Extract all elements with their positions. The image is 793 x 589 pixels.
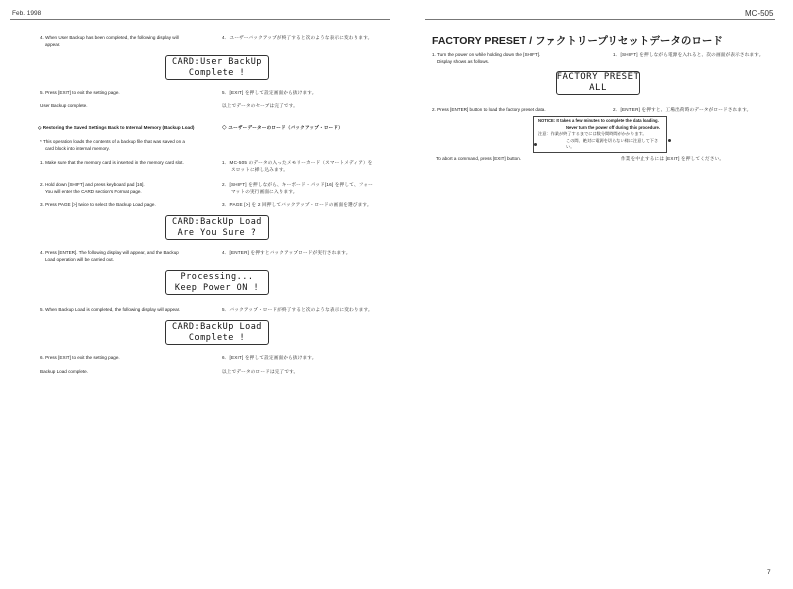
header-rule-right — [425, 19, 775, 20]
step-press-enter-jp: 4．[ENTER] を押すとバックアップロードが実行されます。 — [222, 250, 351, 255]
backup-load-complete-text-jp: 以上でデータのロードは完了です。 — [222, 369, 299, 374]
step-load-factory-preset: 2. Press [ENTER] button to load the factory preset data. — [432, 107, 546, 112]
step-user-backup-complete: 4. When User Backup has been completed, the following display will appear. — [40, 35, 179, 48]
lcd-display-processing: Processing... Keep Power ON ! — [165, 270, 269, 295]
step-exit-setting-jp: 5．[EXIT] を押して設定画面から抜けます。 — [222, 90, 317, 95]
user-backup-complete-text-jp: 以上でデータのセーブは完了です。 — [222, 103, 298, 108]
step-press-enter: 4. Press [ENTER]. The following display will appear, and the Backup Load operation will be carried out. — [40, 250, 179, 263]
user-backup-complete-text: User Backup complete. — [40, 103, 88, 108]
bullet-dot — [668, 139, 671, 142]
step-power-on-shift-jp: 1．[SHIFT] を押しながら電源を入れると、次の画面が表示されます。 — [613, 52, 764, 57]
notice-box: NOTICE: It takes a few minutes to complete the data loading. Never turn the power off during this procedure. 注意：作業が終了するまでには数分間時間がかかります。 この間、絶対に電源を切らない様に注意して下さい。 — [533, 116, 667, 153]
backup-load-note: * This operation loads the contents of a backup file that was saved on a card block into internal memory. — [40, 139, 185, 152]
step-backup-load-completed-jp: 5．バックアップ・ロードが終了すると次のような表示に変わります。 — [222, 307, 373, 312]
step-backup-load-completed: 5. When Backup Load is completed, the following display will appear. — [40, 307, 181, 312]
section-heading-backup-load-jp: ◇ ユーザーデーターのロード（バックアップ・ロード） — [222, 125, 344, 130]
header-rule-left — [10, 19, 390, 20]
lcd-display-factory-preset: FACTORY PRESET ALL — [556, 72, 640, 93]
lcd-display-backup-load-complete: CARD:BackUp Load Complete ! — [165, 320, 269, 345]
abort-instruction-jp: 作業を中止するには [EXIT] を押してください。 — [621, 156, 725, 161]
step-load-factory-preset-jp: 2．[ENTER] を押すと、工場出荷時のデータがロードされます。 — [613, 107, 752, 112]
section-heading-backup-load: ◇ Restoring the Saved Settings Back to Internal Memory (Backup Load) — [38, 125, 195, 130]
backup-load-complete-text: Backup Load complete. — [40, 369, 89, 374]
step-shift-pad16: 2. Hold down [SHIFT] and press keyboard pad [16]. You will enter the CARD section's Format page. — [40, 182, 145, 195]
step-user-backup-complete-jp: 4．ユーザーバックアップが終了すると次のような表示に変わります。 — [222, 35, 373, 40]
step-page-twice-jp: 3．PAGE [>] を 2 回押してバックアップ・ロードの画面を選びます。 — [222, 202, 372, 207]
step-exit-setting-2: 6. Press [EXIT] to exit the setting page. — [40, 355, 120, 360]
step-power-on-shift: 1. Turn the power on while holding down the [SHIFT]. Display shows as follows. — [432, 52, 541, 65]
step-page-twice: 3. Press PAGE [>] twice to select the Backup Load page. — [40, 202, 156, 207]
bullet-dot — [534, 143, 537, 146]
step-insert-card-jp: 1．MC-505 のデータの入ったメモリーカード（スマートメディア）を スロットに挿し込みます。 — [222, 160, 373, 173]
header-model: MC-505 — [745, 9, 774, 18]
step-exit-setting: 5. Press [EXIT] to exit the setting page. — [40, 90, 120, 95]
factory-preset-title: FACTORY PRESET / ファクトリープリセットデータのロード — [432, 35, 723, 47]
step-insert-card: 1. Make sure that the memory card is inserted in the memory card slot. — [40, 160, 184, 165]
step-exit-setting-2-jp: 6．[EXIT] を押して設定画面から抜けます。 — [222, 355, 317, 360]
lcd-display-user-backup-complete: CARD:User BackUp Complete ! — [165, 55, 269, 80]
step-shift-pad16-jp: 2．[SHIFT] を押しながら、キーボード・パッド[16] を押して、フォー マットの実行画面に入ります。 — [222, 182, 373, 195]
page-number: 7 — [767, 569, 771, 576]
lcd-display-backup-load-confirm: CARD:BackUp Load Are You Sure ? — [165, 215, 269, 240]
header-date: Feb. 1998 — [12, 10, 42, 17]
abort-instruction: To abort a command, press [EXIT] button. — [436, 156, 522, 161]
